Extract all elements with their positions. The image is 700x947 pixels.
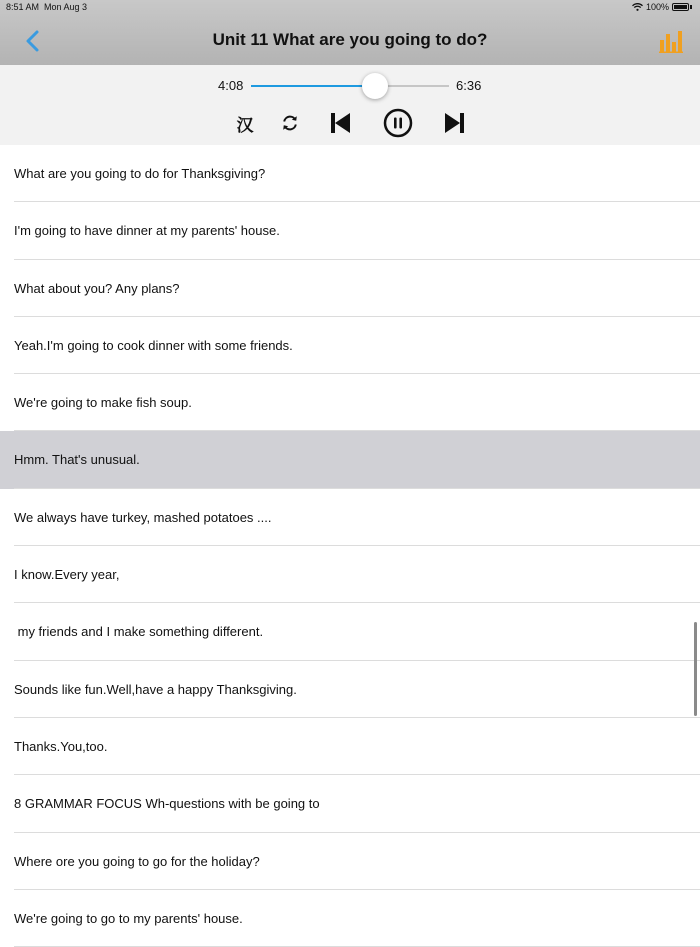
scrollbar[interactable] (694, 622, 697, 716)
list-item-text: I know.Every year, (14, 567, 120, 583)
list-item-text: Sounds like fun.Well,have a happy Thanksgiving. (14, 681, 297, 697)
navigation-bar (0, 0, 700, 65)
list-item-text: Yeah.I'm going to cook dinner with some friends. (14, 337, 293, 353)
battery-percent: 100% (645, 2, 669, 12)
list-item[interactable] (0, 145, 700, 202)
list-item[interactable] (0, 260, 700, 317)
battery-icon (672, 3, 689, 11)
list-item-text: Thanks.You,too. (14, 738, 108, 754)
total-time: 6:36 (456, 78, 482, 93)
repeat-button[interactable] (279, 109, 301, 137)
progress-thumb[interactable] (362, 73, 388, 99)
list-item-text: We're going to go to my parents' house. (14, 910, 243, 926)
status-bar (0, 0, 700, 14)
skip-next-icon (444, 112, 466, 134)
sentence-list (0, 145, 700, 947)
current-time: 4:08 (218, 78, 244, 93)
status-time: 8:51 AM (6, 2, 40, 12)
list-item[interactable] (0, 374, 700, 431)
translation-toggle-button[interactable]: 汉 (236, 115, 254, 135)
list-item-text: What about you? Any plans? (14, 280, 180, 296)
list-item-text: What are you going to do for Thanksgiving? (14, 166, 266, 181)
list-item-text: my friends and I make something different. (14, 624, 264, 640)
list-item[interactable] (0, 431, 700, 488)
repeat-icon (281, 114, 299, 132)
list-item-text: We always have turkey, mashed potatoes .... (14, 509, 272, 525)
page-title: Unit 11 What are you going to do? (212, 30, 488, 49)
list-item[interactable] (0, 603, 700, 660)
list-item-text: I'm going to have dinner at my parents' house. (14, 223, 280, 239)
bar-chart-icon (658, 28, 684, 54)
list-item-text: Where ore you going to go for the holiday? (14, 853, 260, 869)
status-date: Mon Aug 3 (44, 2, 88, 12)
list-item-text: 8 GRAMMAR FOCUS Wh-questions with be going to (14, 796, 320, 812)
list-item-text: Hmm. That's unusual. (14, 452, 140, 468)
list-item[interactable] (0, 890, 700, 947)
list-item[interactable] (0, 775, 700, 832)
status-right (632, 2, 692, 12)
list-item[interactable] (0, 317, 700, 374)
progress-fill (251, 85, 375, 87)
previous-button[interactable] (328, 109, 352, 137)
next-button[interactable] (443, 109, 467, 137)
audio-player (0, 65, 700, 145)
pause-circle-icon (383, 108, 413, 138)
wifi-icon (632, 3, 643, 11)
list-item[interactable] (0, 546, 700, 603)
list-item[interactable] (0, 661, 700, 718)
list-item[interactable] (0, 718, 700, 775)
chart-button[interactable] (658, 28, 684, 54)
list-item[interactable] (0, 202, 700, 259)
skip-previous-icon (329, 112, 351, 134)
list-item[interactable] (0, 489, 700, 546)
list-item[interactable] (0, 833, 700, 890)
pause-button[interactable] (382, 109, 414, 137)
progress-slider[interactable] (251, 85, 449, 87)
list-item-text: We're going to make fish soup. (14, 395, 192, 411)
